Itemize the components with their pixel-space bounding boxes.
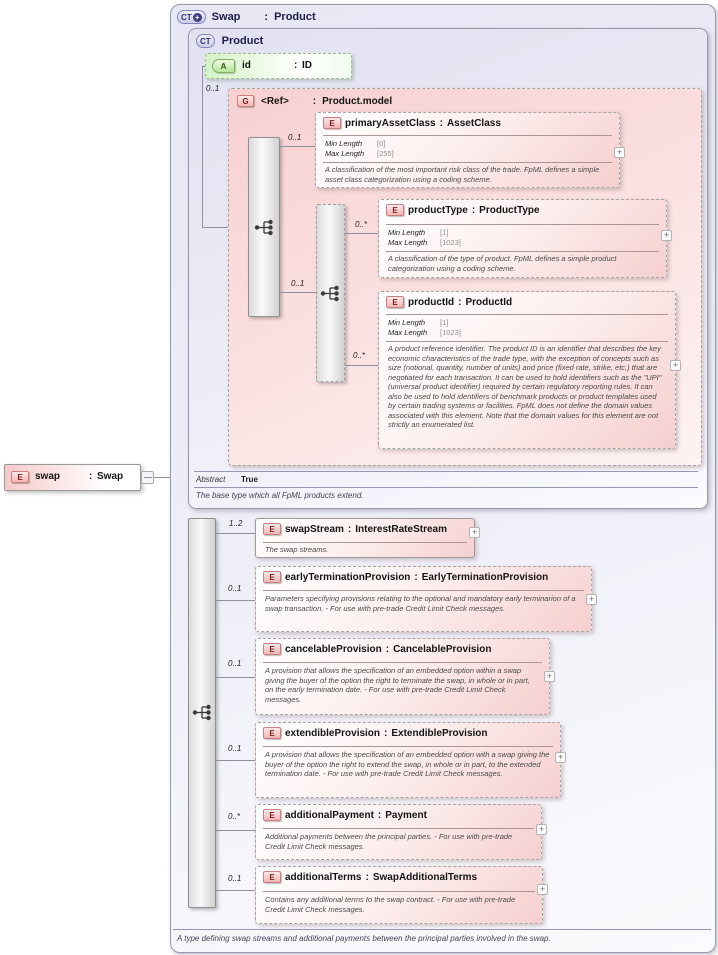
type-name: Product [221, 35, 264, 47]
element-box-productType[interactable] [378, 199, 667, 278]
cardinality-label: 0..1 [206, 84, 220, 93]
group-header [237, 95, 392, 107]
element-name: primaryAssetClass [345, 117, 436, 129]
element-doc: Contains any additional terms to the swap contract. - For use with pre-trade Credit Limit Check messages. [265, 895, 516, 914]
expand-icon[interactable]: + [670, 360, 681, 371]
element-name: additionalTerms [285, 871, 362, 883]
connector-line [280, 146, 315, 147]
type-name: Swap [211, 11, 241, 23]
divider [386, 314, 668, 315]
connector-line [216, 677, 255, 678]
element-box-swap[interactable] [4, 464, 141, 491]
facet-value: [0] [377, 139, 386, 148]
element-header [263, 643, 491, 655]
facet-value: [1023] [440, 327, 461, 337]
expand-icon[interactable]: + [537, 884, 548, 895]
connector-line [216, 533, 255, 534]
cardinality-label: 0..1 [228, 584, 242, 593]
element-icon: E [386, 296, 404, 308]
element-doc: A classification of the type of product. FpML defines a simple product categorization using a coding scheme. [388, 254, 617, 273]
attribute-icon: A [212, 59, 235, 73]
divider [386, 341, 668, 342]
cardinality-label: 0..1 [228, 874, 242, 883]
element-doc: A product reference identifier. The product ID is an identifier that describes the key economic characteristics of the trade type, with the exception of concepts such as size (notional, quantity, number of units) and price (fixed rate, strike, etc.) that are negotiated for each transaction. It can be used to hold identifiers such as the "UPI" (universal product identifier) required by certain regulatory reporting rules. It can also be used to hold identifiers of benchmark products or product templates used by certain trading systems or facilities. FpML does not define the domain values associated with this element. Note that the domain values for this element are not strictly an enumerated list. [388, 344, 662, 430]
cardinality-label: 0..* [228, 812, 241, 821]
expand-icon[interactable]: + [614, 147, 625, 158]
abstract-label: Abstract [196, 475, 226, 484]
connector-line [345, 233, 379, 234]
element-doc: A classification of the most important risk class of the trade. FpML defines a simple asset class categorization using a coding scheme. [325, 165, 600, 184]
cardinality-label: 0..1 [291, 279, 305, 288]
colon-separator: : [365, 871, 369, 883]
base-type-name: Product [274, 11, 316, 23]
element-header [386, 204, 540, 216]
facet-label: Max Length [325, 148, 365, 158]
complex-type-icon: CT + [177, 10, 206, 24]
product-doc: The base type which all FpML products extend. [196, 491, 364, 500]
divider [386, 224, 659, 225]
expand-icon[interactable]: + [544, 671, 555, 682]
element-icon: E [11, 471, 29, 483]
element-name: swapStream [285, 523, 344, 535]
group-type: Product.model [322, 95, 393, 107]
element-name: earlyTerminationProvision [285, 571, 411, 583]
colon-separator: : [264, 11, 269, 23]
facet-label: Max Length [388, 327, 428, 337]
element-box-productId[interactable] [378, 291, 676, 449]
divider [323, 135, 612, 136]
element-box-swapStream[interactable] [255, 518, 475, 558]
element-icon: E [323, 117, 341, 129]
sequence-icon [192, 704, 213, 721]
element-name: additionalPayment [285, 809, 374, 821]
element-type: ProductId [465, 296, 513, 308]
swap-type-header [177, 10, 316, 24]
element-header [386, 296, 512, 308]
colon-separator: : [312, 95, 317, 107]
facet-label: Min Length [325, 139, 363, 148]
connector-line [202, 66, 203, 227]
facet-value: [1] [440, 318, 449, 327]
element-doc: A provision that allows the specification of an embedded option with a swap giving the buyer of the option the right to extend the swap, in whole or in part, to the extended termination date. - For use with pre-trade Credit Limit Check messages. [265, 750, 550, 779]
element-name: swap [35, 471, 61, 482]
connector-line [280, 292, 317, 293]
expand-icon[interactable]: + [661, 230, 672, 241]
divider [194, 487, 698, 488]
facet-value: [1] [440, 228, 449, 237]
facet-value: [1023] [440, 237, 461, 247]
element-header [263, 727, 488, 739]
colon-separator: : [414, 571, 418, 583]
cardinality-label: 0..1 [288, 133, 302, 142]
colon-separator: : [347, 523, 352, 535]
element-doc: The swap streams. [265, 545, 329, 554]
element-name: productType [408, 204, 468, 216]
divider [263, 590, 584, 591]
facet-label: Min Length [388, 228, 426, 237]
element-box-earlyTerminationProvision[interactable] [255, 566, 592, 632]
element-name: productId [408, 296, 455, 308]
cardinality-label: 0..* [353, 351, 366, 360]
connector-line [216, 760, 255, 761]
colon-separator: : [471, 204, 476, 216]
facet-label: Max Length [388, 237, 428, 247]
product-type-header [196, 34, 263, 48]
element-header [263, 523, 447, 535]
element-header [263, 871, 477, 883]
element-name: extendibleProvision [285, 727, 381, 739]
cardinality-label: 0..1 [228, 744, 242, 753]
colon-separator: : [89, 471, 93, 482]
element-type: AssetClass [446, 117, 501, 129]
element-icon: E [263, 571, 281, 583]
expand-icon[interactable]: + [586, 594, 597, 605]
element-box-primaryAssetClass[interactable] [315, 112, 620, 188]
element-doc: Parameters specifying provisions relating to the optional and mandatory early terminarion of a swap transaction. - For use with pre-trade Credit Limit Check messages. [265, 594, 576, 613]
element-icon: E [263, 523, 281, 535]
element-type: EarlyTerminationProvision [421, 571, 549, 583]
element-icon: E [386, 204, 404, 216]
divider [263, 891, 535, 892]
element-box-additionalTerms[interactable] [255, 866, 543, 924]
colon-separator: : [384, 727, 388, 739]
element-icon: E [263, 809, 281, 821]
element-type: SwapAdditionalTerms [372, 871, 478, 883]
element-type: Payment [385, 809, 427, 821]
divider [323, 162, 612, 163]
element-box-additionalPayment[interactable] [255, 804, 542, 860]
element-doc: A provision that allows the specification of an embedded option within a swap giving the buyer of the option the right to terminate the swap, in whole or in part, on the early termination date. - For use with pre-trade Credit Limit Check messages. [265, 666, 530, 704]
sequence-icon [320, 285, 341, 302]
connector-line [216, 830, 255, 831]
divider [263, 746, 553, 747]
element-type: InterestRateStream [355, 523, 447, 535]
facet-label: Min Length [388, 318, 426, 327]
element-type: CancelableProvision [393, 643, 492, 655]
element-box-cancelableProvision[interactable] [255, 638, 550, 715]
element-doc: Additional payments between the principal parties. - For use with pre-trade Credit Limit Check messages. [265, 832, 513, 851]
cardinality-label: 0..1 [228, 659, 242, 668]
colon-separator: : [458, 296, 462, 308]
divider [386, 251, 659, 252]
divider [263, 542, 467, 543]
ref-connector-icon[interactable] [141, 471, 154, 484]
expand-icon[interactable]: + [536, 824, 547, 835]
element-icon: E [263, 871, 281, 883]
facet-list [325, 139, 610, 159]
connector-line [216, 600, 255, 601]
swap-type-doc: A type defining swap streams and additional payments between the principal parties involved in the swap. [177, 934, 551, 943]
colon-separator: : [439, 117, 443, 129]
expand-icon[interactable]: + [555, 752, 566, 763]
element-name: cancelableProvision [285, 643, 382, 655]
complex-type-icon: CT [196, 34, 215, 48]
divider [194, 471, 698, 472]
colon-separator: : [377, 809, 382, 821]
element-icon: E [263, 727, 281, 739]
expand-icon[interactable]: + [469, 527, 480, 538]
abstract-value: True [241, 475, 258, 484]
connector-line [345, 365, 379, 366]
divider [173, 929, 711, 930]
element-icon: E [263, 643, 281, 655]
cardinality-label: 1..2 [229, 519, 243, 528]
element-header [323, 117, 501, 129]
facet-list [388, 318, 666, 338]
group-icon: G [237, 95, 254, 107]
facet-list [388, 228, 657, 248]
element-box-extendibleProvision[interactable] [255, 722, 561, 798]
sequence-icon [254, 219, 275, 236]
colon-separator: : [385, 643, 390, 655]
facet-value: [255] [377, 148, 394, 158]
element-header [263, 571, 548, 583]
group-name: <Ref> [261, 95, 289, 107]
attribute-type: ID [302, 60, 312, 71]
divider [263, 828, 534, 829]
element-type: Swap [97, 471, 124, 482]
element-type: ProductType [479, 204, 540, 216]
colon-separator: : [294, 60, 298, 71]
cardinality-label: 0..* [355, 220, 368, 229]
divider [263, 662, 542, 663]
element-type: ExtendibleProvision [391, 727, 488, 739]
connector-line [216, 890, 255, 891]
extension-plus-icon: + [193, 13, 202, 22]
attribute-box-id[interactable] [205, 53, 352, 79]
element-header [263, 809, 427, 821]
attribute-name: id [242, 60, 251, 71]
